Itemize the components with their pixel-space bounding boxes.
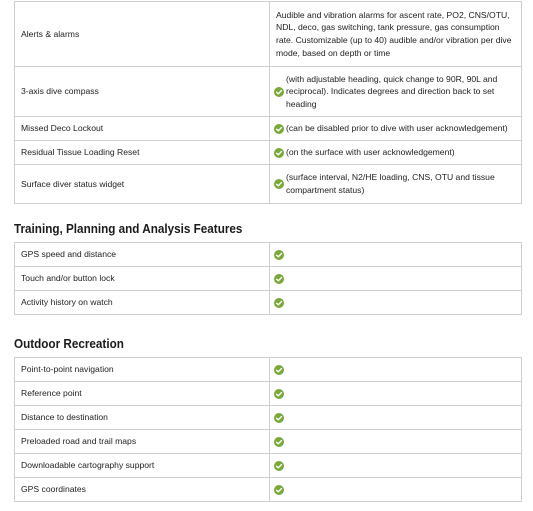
feature-value-cell [270, 454, 522, 478]
table-row [15, 141, 522, 165]
feature-value-cell [270, 291, 522, 315]
table-row [15, 478, 522, 502]
feature-name: Point-to-point navigation [15, 358, 270, 382]
table-row [15, 2, 522, 67]
table-row [15, 454, 522, 478]
check-circle-icon [274, 437, 284, 447]
table-row [15, 430, 522, 454]
feature-value-cell [270, 141, 522, 165]
table-row [15, 117, 522, 141]
check-circle-icon [274, 250, 284, 260]
feature-value-cell [270, 67, 522, 117]
table-row [15, 291, 522, 315]
table-row [15, 267, 522, 291]
table-row [15, 406, 522, 430]
feature-value-cell [270, 243, 522, 267]
feature-name: GPS speed and distance [15, 243, 270, 267]
feature-value-cell [270, 267, 522, 291]
feature-name: Missed Deco Lockout [15, 117, 270, 141]
table-row [15, 67, 522, 117]
check-circle-icon [274, 124, 284, 134]
feature-name: Reference point [15, 382, 270, 406]
feature-value: (surface interval, N2/HE loading, CNS, OTU and tissue compartment status) [286, 172, 495, 195]
feature-value: (with adjustable heading, quick change to 90R, 90L and reciprocal). Indicates degrees and direction back to set heading [286, 73, 498, 109]
check-circle-icon [274, 274, 284, 284]
check-circle-icon [274, 413, 284, 423]
feature-name: 3-axis dive compass [15, 67, 270, 117]
check-circle-icon [274, 87, 284, 97]
feature-value: (can be disabled prior to dive with user acknowledgement) [286, 123, 508, 134]
check-circle-icon [274, 298, 284, 308]
table-row [15, 358, 522, 382]
check-circle-icon [274, 485, 284, 495]
feature-value-cell [270, 117, 522, 141]
feature-value-cell [270, 430, 522, 454]
feature-name: Activity history on watch [15, 291, 270, 315]
section-heading-outdoor: Outdoor Recreation [14, 336, 124, 351]
check-circle-icon [274, 179, 284, 189]
check-circle-icon [274, 365, 284, 375]
feature-value-cell [270, 165, 522, 204]
feature-name: GPS coordinates [15, 478, 270, 502]
feature-name: Surface diver status widget [15, 165, 270, 204]
feature-value-cell [270, 2, 522, 67]
check-circle-icon [274, 389, 284, 399]
feature-value-cell [270, 478, 522, 502]
table-row [15, 243, 522, 267]
outdoor-features-table [14, 357, 522, 502]
section-heading-training: Training, Planning and Analysis Features [14, 221, 243, 236]
feature-value: Audible and vibration alarms for ascent rate, PO2, CNS/OTU, NDL, deco, gas switching, tank pressure, gas consumption rate. Customizable (up to 40) audible and/or vibration per dive mode, based on depth or time [276, 9, 512, 58]
feature-name: Alerts & alarms [15, 2, 270, 67]
feature-name: Distance to destination [15, 406, 270, 430]
table-row [15, 382, 522, 406]
feature-value-cell [270, 358, 522, 382]
feature-value-cell [270, 406, 522, 430]
feature-name: Preloaded road and trail maps [15, 430, 270, 454]
dive-features-table [14, 1, 522, 204]
feature-name: Downloadable cartography support [15, 454, 270, 478]
feature-value-cell [270, 382, 522, 406]
feature-value: (on the surface with user acknowledgement) [286, 147, 455, 158]
check-circle-icon [274, 461, 284, 471]
table-row [15, 165, 522, 204]
feature-name: Touch and/or button lock [15, 267, 270, 291]
feature-name: Residual Tissue Loading Reset [15, 141, 270, 165]
check-circle-icon [274, 148, 284, 158]
training-features-table [14, 242, 522, 315]
